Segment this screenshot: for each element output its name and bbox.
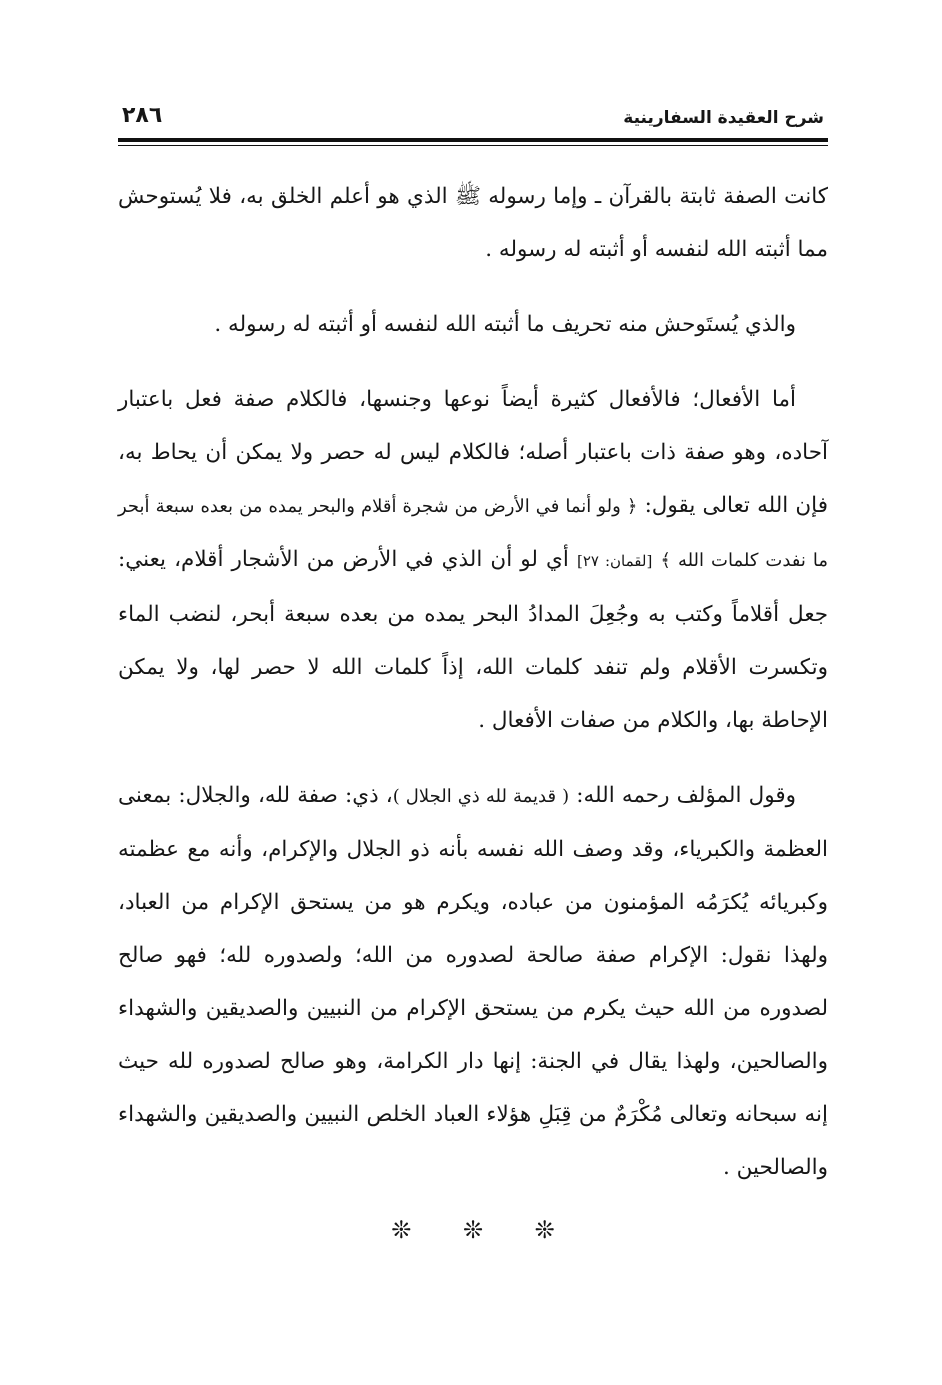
page-number: ٢٨٦ — [122, 103, 163, 128]
header-rule-thin — [118, 145, 828, 146]
section-separator: ❊ ❊ ❊ — [391, 1216, 577, 1244]
paragraph-4-explanation: ، ذي: صفة لله، والجلال: بمعنى العظمة والكبرياء، وقد وصف الله نفسه بأنه ذو الجلال والإكرام، وأنه مع عظمته وكبريائه يُكرَمُه المؤمنون من عباده، ويكرم هو من يستحق الإكرام من العباد، ولهذا نقول: الإكرام صفة صالحة لصدوره من الله؛ ولصدوره لله؛ فهو صالح لصدوره من الله حيث يكرم من يستحق الإكرام من النبيين والصديقين والشهداء والصالحين، ولهذا يقال في الجنة: إنها دار الكرامة، وهو صالح لصدوره لله حيث إنه سبحانه وتعالى مُكْرَمٌ من قِبَلِ هؤلاء العباد الخلص النبيين والصديقين والشهداء والصالحين . — [118, 783, 828, 1180]
page-body — [118, 170, 828, 1244]
book-title: شرح العقيدة السفارينية — [623, 108, 824, 128]
paragraph-3-explanation: أي لو أن الذي في الأرض من الأشجار أقلام، يعني: جعل أقلاماً وكتب به وجُعِلَ المدادُ البحر يمده من بعده سبعة أبحر، لنضب الماء وتكسرت الأقلام ولم تنفد كلمات الله، إذاً كلمات الله لا حصر لها، ولا يمكن الإحاطة بها، والكلام من صفات الأفعال . — [118, 547, 828, 733]
paragraph-1: كانت الصفة ثابتة بالقرآن ـ وإما رسوله ﷺ الذي هو أعلم الخلق به، فلا يُستوحش مما أثبته الله لنفسه أو أثبته له رسوله . — [118, 184, 828, 262]
header-rule-thick — [118, 138, 828, 142]
poem-quote: ( قديمة لله ذي الجلال ) — [392, 786, 570, 807]
paragraph-2: والذي يُستَوحش منه تحريف ما أثبته الله لنفسه أو أثبته له رسوله . — [214, 312, 796, 337]
page-header — [118, 96, 828, 128]
quran-verse: ﴿ ولو أنما في الأرض من شجرة أقلام والبحر يمده من بعده سبعة أبحر ما نفدت كلمات الله ﴾ — [118, 496, 828, 571]
paragraph-3-intro: أما الأفعال؛ فالأفعال كثيرة أيضاً نوعها وجنسها، فالكلام صفة فعل باعتبار آحاده، وهو صفة ذات باعتبار أصله؛ فالكلام ليس له حصر ولا يمكن أن يحاط به، فإن الله تعالى يقول: — [118, 387, 829, 518]
paragraph-4-intro: وقول المؤلف رحمه الله: — [576, 783, 796, 808]
verse-reference: [لقمان: ٢٧] — [576, 552, 653, 570]
paragraph-4 — [118, 769, 828, 1194]
paragraph-3 — [118, 373, 828, 747]
book-page — [118, 96, 828, 1244]
